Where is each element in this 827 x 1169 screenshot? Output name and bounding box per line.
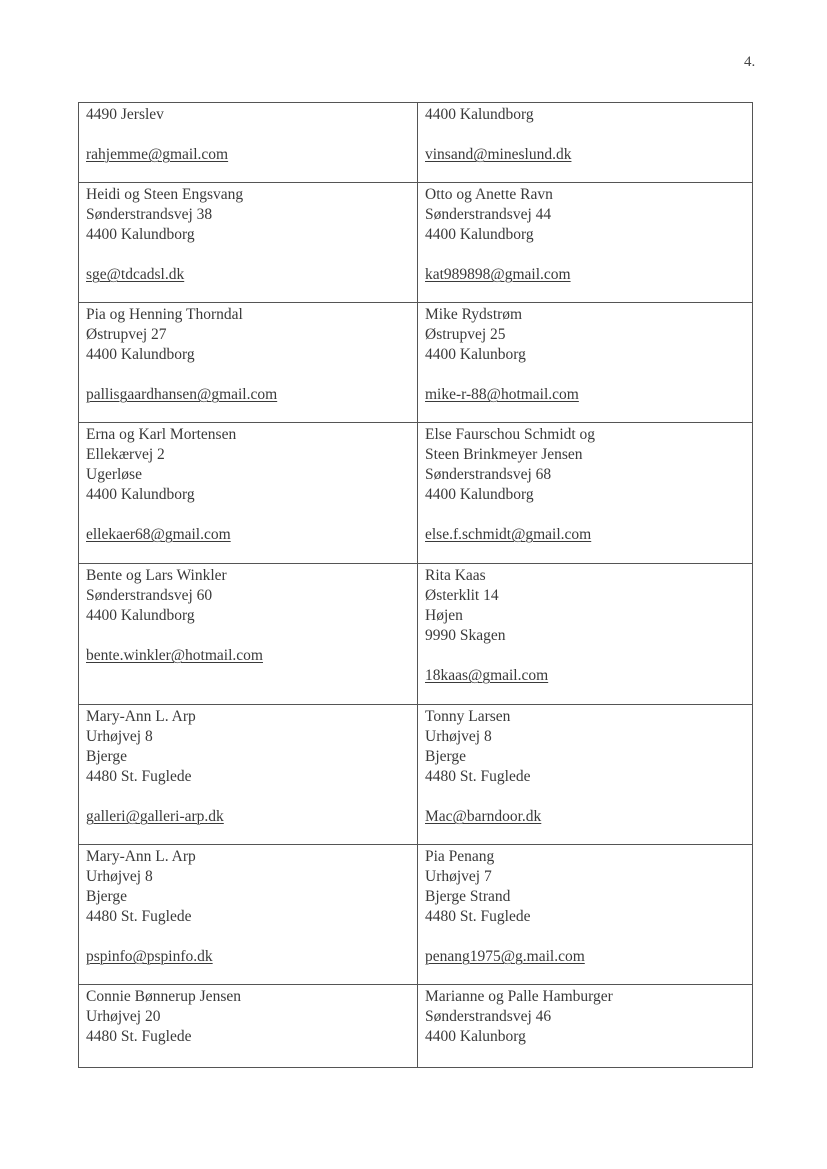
contact-line: Pia Penang [425,848,495,865]
contact-cell-right [418,985,753,1068]
contact-line: Urhøjvej 8 [425,728,492,745]
contact-line: Højen [425,607,463,624]
spacer [86,626,410,646]
email-link[interactable]: rahjemme@gmail.com [86,146,229,163]
contact-line: Østrupvej 27 [86,326,167,343]
contacts-table [78,102,753,1068]
contact-line: Bente og Lars Winkler [86,567,227,584]
contact-cell-left [79,564,418,705]
contact-cell-right [418,183,753,303]
contact-line: Østerklit 14 [425,587,499,604]
contact-cell-left [79,845,418,985]
email-link[interactable]: sge@tdcadsl.dk [86,266,185,283]
contact-line: Mary-Ann L. Arp [86,848,196,865]
contact-line: Ellekærvej 2 [86,446,165,463]
contact-line: Urhøjvej 7 [425,868,492,885]
contact-line: Bjerge [425,748,467,765]
contact-line: 4480 St. Fuglede [425,908,531,925]
contact-line: 4490 Jerslev [86,106,164,123]
contact-cell-left [79,705,418,845]
contact-line: Mike Rydstrøm [425,306,523,323]
contact-line: Connie Bønnerup Jensen [86,988,241,1005]
contact-line: 4400 Kalundborg [86,607,195,624]
contact-line: 4400 Kalundborg [86,486,195,503]
contact-row [79,705,753,845]
contact-cell-left [79,423,418,564]
spacer [86,927,410,947]
contact-line: Tonny Larsen [425,708,511,725]
page-number: 4. [744,54,756,70]
contact-line: 4480 St. Fuglede [86,1028,192,1045]
contact-line: Sønderstrandsvej 60 [86,587,213,604]
contact-line: Marianne og Palle Hamburger [425,988,613,1005]
contact-line: Else Faurschou Schmidt og [425,426,596,443]
email-link[interactable]: bente.winkler@hotmail.com [86,647,263,664]
contact-cell-left [79,183,418,303]
contact-line: 4400 Kalundborg [425,226,534,243]
contact-line: 9990 Skagen [425,627,506,644]
contacts-table-body [79,103,753,1068]
spacer [425,787,745,807]
contact-line: 4480 St. Fuglede [86,908,192,925]
contact-line: Bjerge Strand [425,888,511,905]
contact-cell-right [418,845,753,985]
contact-row [79,183,753,303]
contact-row [79,423,753,564]
contact-line: Sønderstrandsvej 44 [425,206,552,223]
contact-line: Sønderstrandsvej 68 [425,466,552,483]
contact-line: Ugerløse [86,466,142,483]
email-link[interactable]: Mac@barndoor.dk [425,808,542,825]
contact-line: Sønderstrandsvej 38 [86,206,213,223]
spacer [425,125,745,145]
email-link[interactable]: pspinfo@pspinfo.dk [86,948,213,965]
contact-cell-left [79,985,418,1068]
contact-line: 4400 Kalundborg [425,106,534,123]
spacer [86,505,410,525]
contact-cell-left [79,103,418,183]
contact-cell-right [418,564,753,705]
email-link[interactable]: 18kaas@gmail.com [425,667,549,684]
spacer [425,505,745,525]
spacer [425,646,745,666]
spacer [86,245,410,265]
email-link[interactable]: pallisgaardhansen@gmail.com [86,386,278,403]
email-link[interactable]: mike-r-88@hotmail.com [425,386,579,403]
contact-line: Bjerge [86,888,128,905]
contact-line: 4400 Kalundborg [425,486,534,503]
spacer [425,927,745,947]
contact-line: Otto og Anette Ravn [425,186,553,203]
contact-line: Urhøjvej 20 [86,1008,161,1025]
contact-cell-right [418,705,753,845]
contact-line: Sønderstrandsvej 46 [425,1008,552,1025]
spacer [425,245,745,265]
contact-line: 4400 Kalundborg [86,226,195,243]
contact-line: Steen Brinkmeyer Jensen [425,446,583,463]
contact-cell-right [418,423,753,564]
contact-cell-left [79,303,418,423]
email-link[interactable]: vinsand@mineslund.dk [425,146,572,163]
email-link[interactable]: penang1975@g.mail.com [425,948,585,965]
contact-line: 4400 Kalunborg [425,346,526,363]
contact-line: 4400 Kalundborg [86,346,195,363]
contact-line: Mary-Ann L. Arp [86,708,196,725]
spacer [86,365,410,385]
contact-row [79,564,753,705]
contact-line: Bjerge [86,748,128,765]
contact-row [79,103,753,183]
contact-row [79,845,753,985]
email-link[interactable]: kat989898@gmail.com [425,266,571,283]
contact-row [79,985,753,1068]
contact-row [79,303,753,423]
contact-line: Rita Kaas [425,567,486,584]
email-link[interactable]: galleri@galleri-arp.dk [86,808,224,825]
contact-line: Pia og Henning Thorndal [86,306,243,323]
contact-line: 4480 St. Fuglede [425,768,531,785]
contact-line: Urhøjvej 8 [86,728,153,745]
email-link[interactable]: else.f.schmidt@gmail.com [425,526,592,543]
contact-line: 4480 St. Fuglede [86,768,192,785]
spacer [86,787,410,807]
contact-line: Østrupvej 25 [425,326,506,343]
spacer [425,365,745,385]
email-link[interactable]: ellekaer68@gmail.com [86,526,231,543]
contact-line: Urhøjvej 8 [86,868,153,885]
contact-line: 4400 Kalunborg [425,1028,526,1045]
contact-line: Heidi og Steen Engsvang [86,186,244,203]
contact-cell-right [418,303,753,423]
contact-line: Erna og Karl Mortensen [86,426,237,443]
contact-cell-right [418,103,753,183]
spacer [86,125,410,145]
